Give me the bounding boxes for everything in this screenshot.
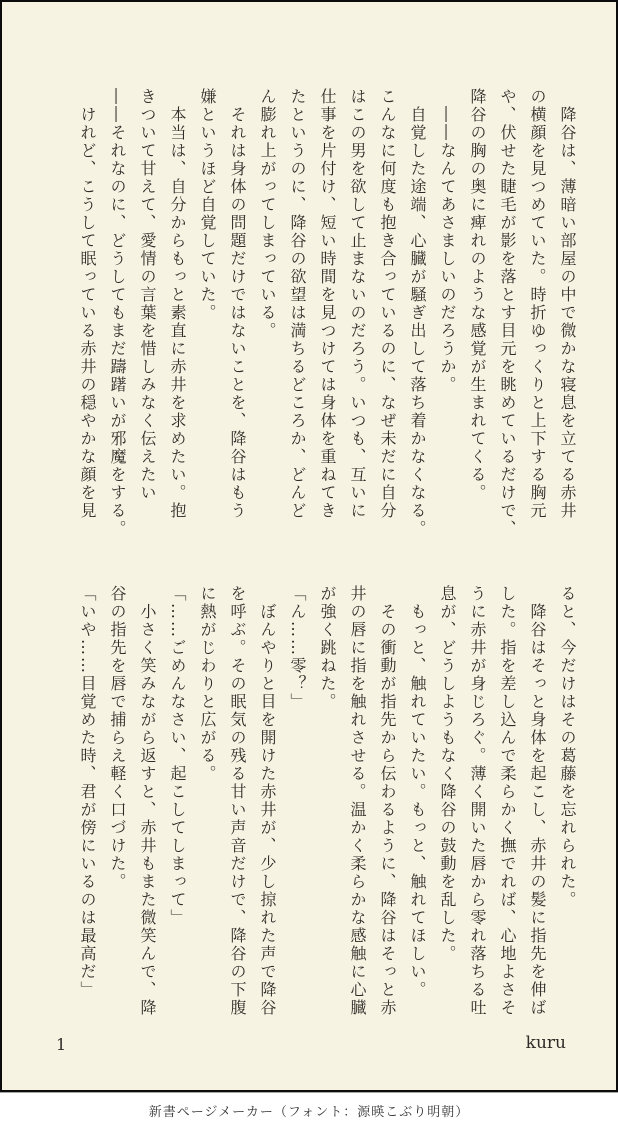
text-block-upper bbox=[72, 88, 582, 538]
text-line: 降谷の胸の奥に痺れのような感覚が生まれてくる。 bbox=[468, 88, 487, 502]
text-line: 降谷はそっと身体を起こし、赤井の髪に指先を伸ば bbox=[528, 585, 547, 1017]
text-line: 谷の指先を唇で捕らえ軽く口づけた。 bbox=[108, 585, 127, 891]
text-line: ると、今だけはその葛藤を忘れられた。 bbox=[558, 585, 577, 909]
text-line: 仕事を片付け、短い時間を見つけては身体を重ねてき bbox=[318, 88, 337, 520]
text-line: けれど、こうして眠っている赤井の穏やかな顔を見 bbox=[78, 88, 97, 520]
text-line: ん膨れ上がってしまっている。 bbox=[258, 88, 277, 340]
text-line: はこの男を欲して止まないのだろう。いつも、互いに bbox=[348, 88, 367, 520]
text-line: たというのに、降谷の欲望は満ちるどころか、どんど bbox=[288, 88, 307, 520]
text-line: や、伏せた睫毛が影を落とす目元を眺めているだけで、 bbox=[498, 88, 517, 538]
text-line: 降谷は、薄暗い部屋の中で微かな寝息を立てる赤井 bbox=[558, 88, 577, 520]
text-line: 「ん……零？」 bbox=[288, 585, 307, 711]
text-line: に熱がじわりと広がる。 bbox=[198, 585, 217, 783]
page-number: 1 bbox=[56, 1035, 67, 1054]
generator-caption: 新書ページメーカー（フォント：源暎こぶり明朝） bbox=[148, 1105, 470, 1120]
text-line: きついて甘えて、愛情の言葉を惜しみなく伝えたい bbox=[138, 88, 157, 502]
author-credit: kuru bbox=[525, 1033, 566, 1053]
text-line: 小さく笑みながら返すと、赤井もまた微笑んで、降 bbox=[138, 585, 157, 1017]
text-line: その衝動が指先から伝わるように、降谷はそっと赤 bbox=[378, 585, 397, 1017]
text-line: もっと、触れていたい。もっと、触れてほしい。 bbox=[408, 585, 427, 999]
text-block-lower bbox=[72, 585, 582, 1017]
text-line: した。指を差し込んで柔らかく撫でれば、心地よさそ bbox=[498, 585, 517, 1017]
text-line: 本当は、自分からもっと素直に赤井を求めたい。抱 bbox=[168, 88, 187, 520]
text-line: それは身体の問題だけではないことを、降谷はもう bbox=[228, 88, 247, 520]
text-line: 「いや……目覚めた時、君が傍にいるのは最高だ」 bbox=[78, 585, 97, 999]
text-line: 息が、どうしようもなく降谷の鼓動を乱した。 bbox=[438, 585, 457, 963]
text-line: 自覚した途端、心臓が騒ぎ出して落ち着かなくなる。 bbox=[408, 88, 427, 538]
text-line: ――なんてあさましいのだろうか。 bbox=[438, 88, 457, 394]
text-line: うに赤井が身じろぐ。薄く開いた唇から零れ落ちる吐 bbox=[468, 585, 487, 1017]
text-line: 嫌というほど自覚していた。 bbox=[198, 88, 217, 322]
text-line: を呼ぶ。その眠気の残る甘い声音だけで、降谷の下腹 bbox=[228, 585, 247, 1017]
text-line: が強く跳ねた。 bbox=[318, 585, 337, 711]
text-line: の横顔を見つめていた。時折ゆっくりと上下する胸元 bbox=[528, 88, 547, 520]
text-line: こんなに何度も抱き合っているのに、なぜ未だに自分 bbox=[378, 88, 397, 520]
text-line: 「……ごめんなさい、起こしてしまって」 bbox=[168, 585, 187, 927]
text-line: ぼんやりと目を開けた赤井が、少し掠れた声で降谷 bbox=[258, 585, 277, 1017]
text-line: 井の唇に指を触れさせる。温かく柔らかな感触に心臓 bbox=[348, 585, 367, 1017]
text-line: ――それなのに、どうしてもまだ躊躇いが邪魔をする。 bbox=[108, 88, 127, 538]
